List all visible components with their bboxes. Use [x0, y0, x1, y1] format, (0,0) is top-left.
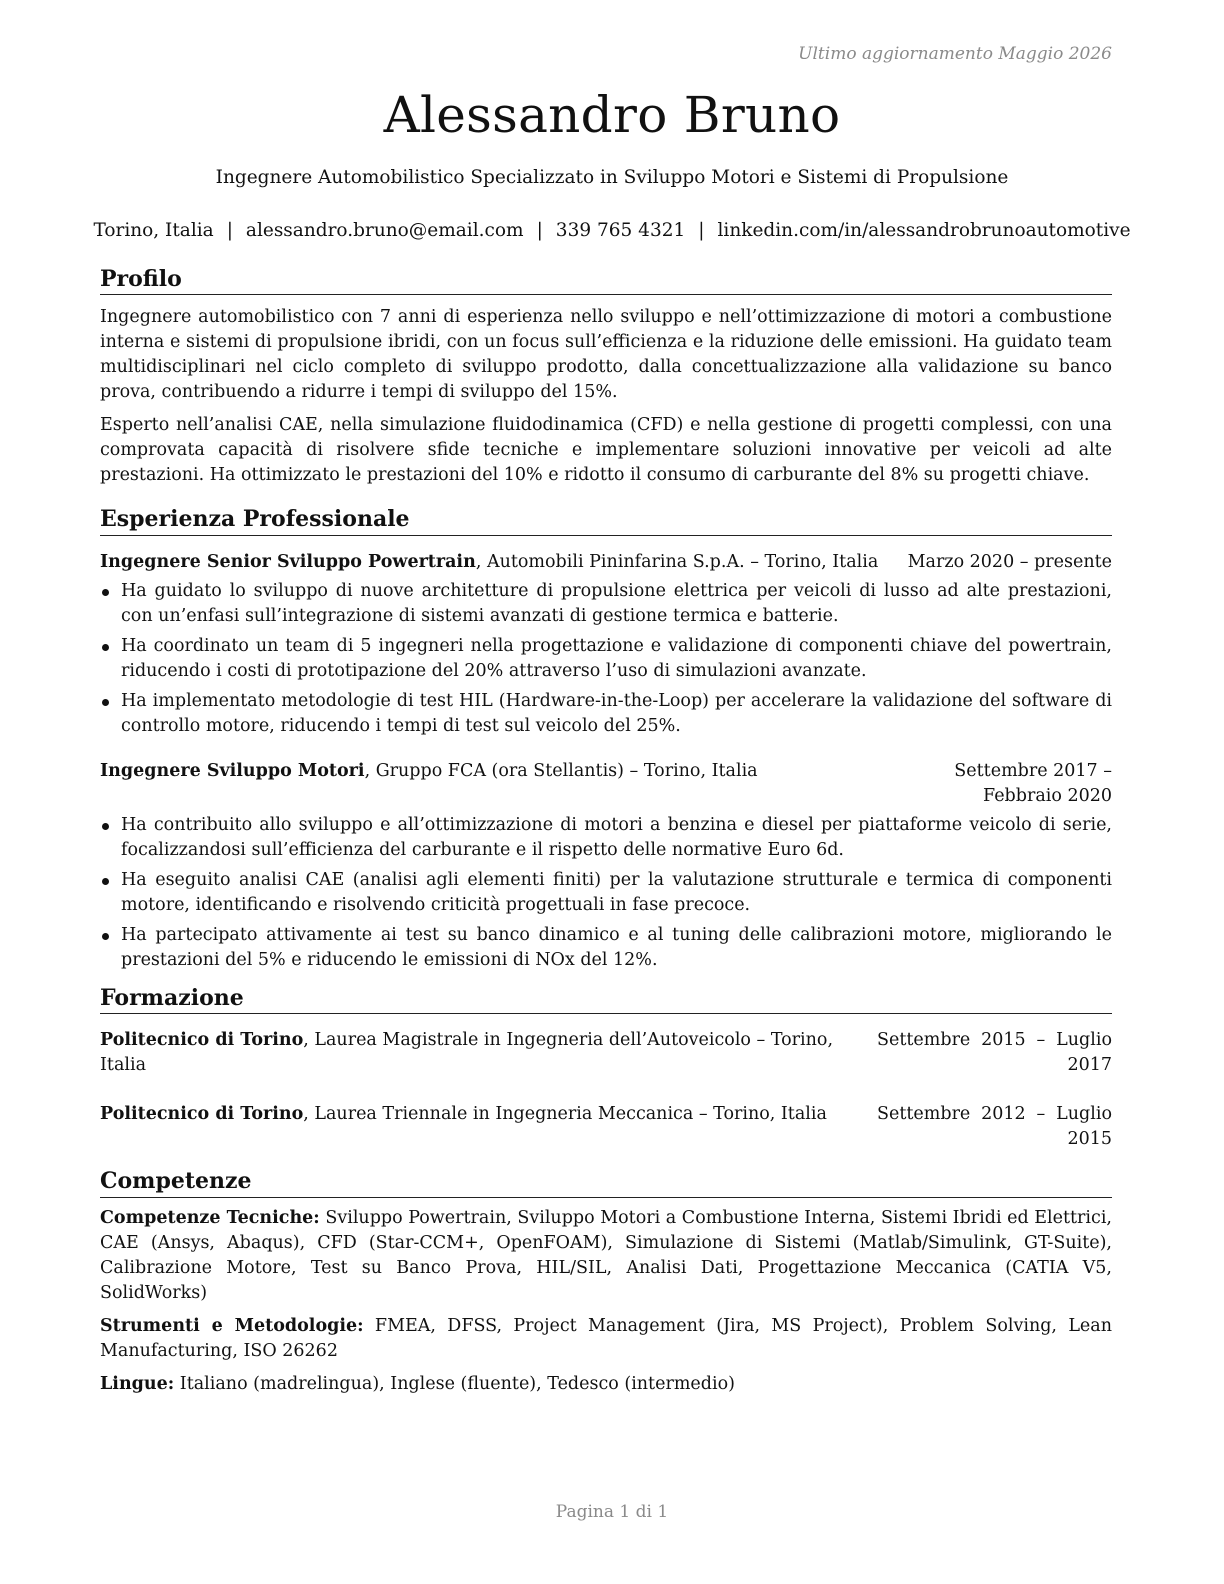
- skill-row: [100, 1206, 1112, 1306]
- profile-paragraph: Ingegnere automobilistico con 7 anni di esperienza nello sviluppo e nell’ottimizzazione di motori a combustione interna e sistemi di propulsione ibridi, con un focus sull’efficienza e la riduzione delle emissioni. Ha guidato team multidisciplinari nel ciclo completo di sviluppo prodotto, dalla concettualizzazione alla validazione su banco prova, contribuendo a ridurre i tempi di sviluppo del 15%.: [100, 307, 1112, 403]
- job-role: Ingegnere Sviluppo Motori: [100, 760, 365, 781]
- job-title-line: [100, 759, 880, 809]
- job-bullet: Ha implementato metodologie di test HIL (Hardware-in-the-Loop) per accelerare la validazione del software di controllo motore, riducendo i tempi di test sul veicolo del 25%.: [100, 689, 1112, 739]
- contact-separator: |: [536, 220, 543, 241]
- job-header: [100, 759, 1112, 809]
- skill-label: Competenze Tecniche:: [100, 1207, 320, 1228]
- contact-linkedin[interactable]: linkedin.com/in/alessandrobrunoautomotive: [717, 220, 1131, 241]
- contact-phone[interactable]: 339 765 4321: [555, 220, 686, 241]
- education-school: Politecnico di Torino: [100, 1104, 304, 1125]
- job-bullets: [100, 579, 1112, 739]
- education-degree: , Laurea Triennale in Ingegneria Meccanica – Torino, Italia: [303, 1104, 827, 1125]
- last-updated: Ultimo aggiornamento Maggio 2026: [798, 44, 1112, 64]
- contact-separator: |: [226, 220, 233, 241]
- skill-text: Italiano (madrelingua), Inglese (fluente), Tedesco (intermedio): [174, 1373, 735, 1394]
- education-dates: Settembre 2012 – Luglio 2015: [877, 1104, 1112, 1150]
- profile-paragraph: Esperto nell’analisi CAE, nella simulazione fluidodinamica (CFD) e nella gestione di progetti complessi, con una comprovata capacità di risolvere sfide tecniche e implementare soluzioni innovative per veicoli ad alte prestazioni. Ha ottimizzato le prestazioni del 10% e ridotto il consumo di carburante del 8% su progetti chiave.: [100, 415, 1112, 486]
- education-degree: , Laurea Magistrale in Ingegneria dell’Autoveicolo – Torino, Italia: [100, 1030, 834, 1076]
- education-entry: [100, 1102, 1112, 1152]
- job-entry: [100, 550, 1112, 739]
- profile-section: [100, 266, 1112, 488]
- contact-location: Torino, Italia: [93, 220, 214, 241]
- job-bullet: Ha guidato lo sviluppo di nuove architetture di propulsione elettrica per veicoli di lusso ad alte prestazioni, con un’enfasi sull’integrazione di sistemi avanzati di gestione termica e batterie.: [100, 579, 1112, 629]
- skill-row: [100, 1372, 1112, 1397]
- contact-email[interactable]: alessandro.bruno@email.com: [245, 220, 524, 241]
- job-header: [100, 550, 1112, 575]
- contact-separator: |: [698, 220, 705, 241]
- experience-section: [100, 506, 1112, 972]
- job-role: Ingegnere Senior Sviluppo Powertrain: [100, 551, 476, 572]
- skill-label: Strumenti e Metodologie:: [100, 1315, 364, 1336]
- section-heading-profile: Profilo: [100, 266, 1112, 295]
- candidate-name: Alessandro Bruno: [383, 86, 841, 144]
- job-entry: [100, 759, 1112, 973]
- job-title-line: [100, 550, 908, 575]
- job-bullet: Ha partecipato attivamente ai test su banco dinamico e al tuning delle calibrazioni motore, migliorando le prestazioni del 5% e riducendo le emissioni di NOx del 12%.: [100, 923, 1112, 973]
- contact-line: [0, 220, 1224, 241]
- education-entry: [100, 1028, 1112, 1078]
- page-number: Pagina 1 di 1: [555, 1502, 669, 1522]
- job-company: , Gruppo FCA (ora Stellantis) – Torino, Italia: [364, 760, 758, 781]
- job-title: Ingegnere Automobilistico Specializzato in Sviluppo Motori e Sistemi di Propulsione: [215, 167, 1009, 188]
- job-bullets: [100, 813, 1112, 973]
- skill-text: Sviluppo Powertrain, Sviluppo Motori a Combustione Interna, Sistemi Ibridi ed Elettrici, CAE (Ansys, Abaqus), CFD (Star-CCM+, OpenFOAM), Simulazione di Sistemi (Matlab/Simulink, GT-Suite), Calibrazione Motore, Test su Banco Prova, HIL/SIL, Analisi Dati, Progettazione Meccanica (CATIA V5, SolidWorks): [100, 1207, 1112, 1303]
- education-school: Politecnico di Torino: [100, 1030, 304, 1051]
- skill-row: [100, 1314, 1112, 1364]
- section-heading-education: Formazione: [100, 985, 1112, 1014]
- skills-section: [100, 1168, 1112, 1396]
- job-bullet: Ha eseguito analisi CAE (analisi agli elementi finiti) per la valutazione strutturale e termica di componenti motore, identificando e risolvendo criticità progettuali in fase precoce.: [100, 868, 1112, 918]
- job-dates: Marzo 2020 – presente: [907, 551, 1112, 572]
- job-bullet: Ha coordinato un team di 5 ingegneri nella progettazione e validazione di componenti chiave del powertrain, riducendo i costi di prototipazione del 20% attraverso l’uso di simulazioni avanzate.: [100, 634, 1112, 684]
- education-title-line: [100, 1028, 877, 1078]
- job-bullet: Ha contribuito allo sviluppo e all’ottimizzazione di motori a benzina e diesel per piattaforme veicolo di serie, focalizzandosi sull’efficienza del carburante e il rispetto delle normative Euro 6d.: [100, 813, 1112, 863]
- job-dates: Settembre 2017 – Febbraio 2020: [954, 760, 1112, 806]
- skill-label: Lingue:: [100, 1373, 175, 1394]
- resume-content: [100, 266, 1112, 1397]
- education-dates: Settembre 2015 – Luglio 2017: [877, 1030, 1112, 1076]
- education-section: [100, 985, 1112, 1152]
- skill-text: FMEA, DFSS, Project Management (Jira, MS Project), Problem Solving, Lean Manufacturing, ISO 26262: [100, 1315, 1112, 1361]
- education-title-line: [100, 1102, 877, 1152]
- section-heading-skills: Competenze: [100, 1168, 1112, 1197]
- job-company: , Automobili Pininfarina S.p.A. – Torino, Italia: [475, 551, 879, 572]
- section-heading-experience: Esperienza Professionale: [100, 506, 1112, 535]
